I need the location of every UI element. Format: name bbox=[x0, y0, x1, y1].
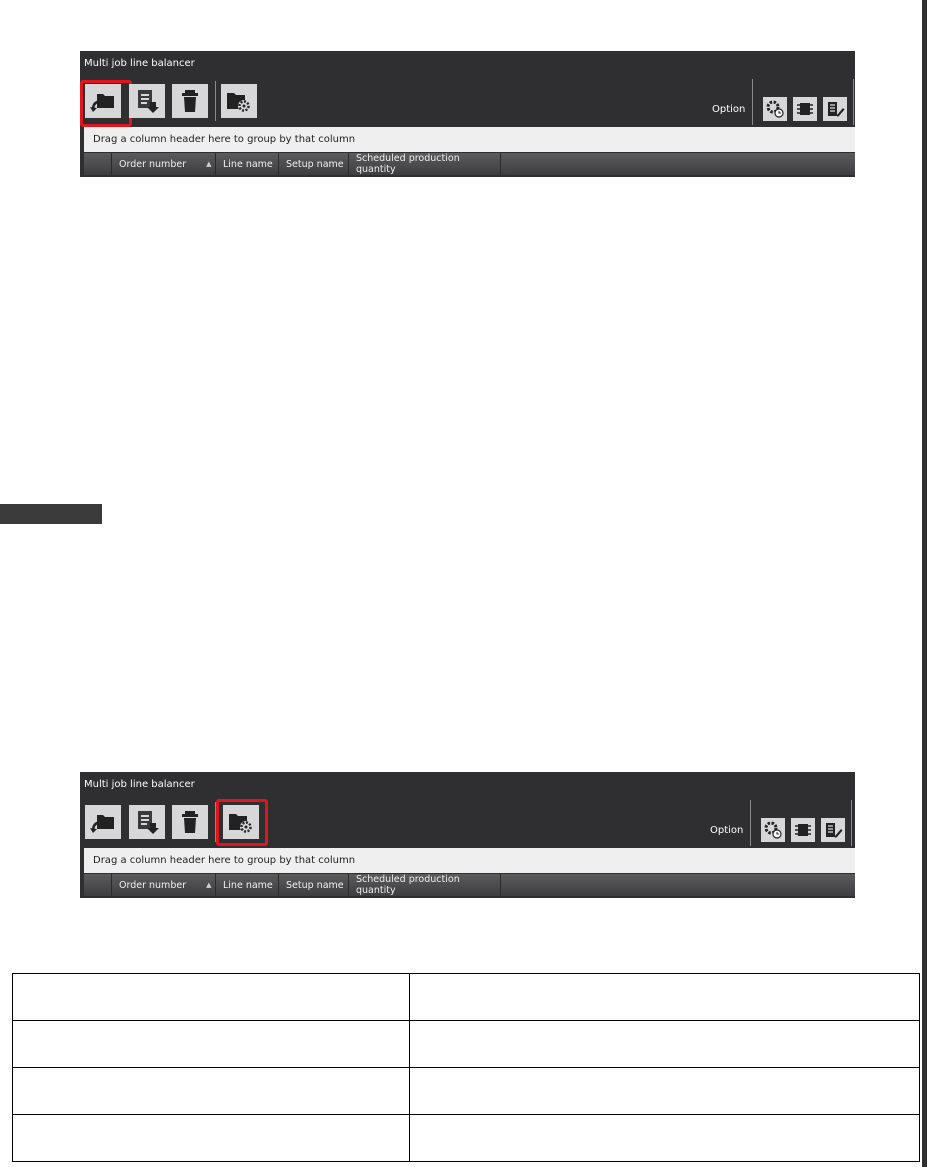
chip-button[interactable] bbox=[793, 97, 817, 121]
column-label: Scheduled production quantity bbox=[356, 874, 460, 896]
column-label: Line name bbox=[223, 879, 273, 891]
app-window-1 bbox=[80, 51, 855, 177]
open-file-button[interactable] bbox=[85, 805, 121, 839]
option-separator bbox=[750, 800, 751, 846]
table-cell bbox=[410, 974, 920, 1021]
list-download-icon bbox=[133, 87, 161, 115]
export-button[interactable] bbox=[129, 805, 165, 839]
table-cell bbox=[410, 1021, 920, 1068]
list-edit-icon bbox=[825, 99, 845, 119]
delete-button[interactable] bbox=[172, 84, 208, 118]
table-cell bbox=[410, 1068, 920, 1115]
sort-arrow-icon: ▲ bbox=[206, 881, 212, 889]
chip-button[interactable] bbox=[791, 818, 815, 842]
option-label: Option bbox=[712, 104, 746, 115]
window-title: Multi job line balancer bbox=[84, 58, 195, 69]
settings-folder-button[interactable] bbox=[221, 84, 257, 118]
column-header-line-name[interactable] bbox=[216, 153, 279, 175]
gear-clock-button[interactable] bbox=[763, 97, 787, 121]
description-table bbox=[12, 973, 920, 1162]
gear-clock-icon bbox=[763, 820, 783, 840]
group-by-bar[interactable]: Drag a column header here to group by that column bbox=[84, 127, 855, 152]
list-edit-button[interactable] bbox=[823, 97, 847, 121]
column-label: Scheduled production quantity bbox=[356, 153, 460, 175]
table-cell bbox=[13, 1115, 410, 1162]
column-header-setup-name[interactable] bbox=[279, 874, 349, 896]
gear-clock-icon bbox=[765, 99, 785, 119]
table-cell bbox=[13, 1021, 410, 1068]
column-label: Setup name bbox=[286, 879, 344, 891]
column-header-order-number[interactable] bbox=[112, 153, 216, 175]
option-label: Option bbox=[710, 825, 744, 836]
window-title: Multi job line balancer bbox=[84, 779, 195, 790]
group-by-bar[interactable]: Drag a column header here to group by that column bbox=[84, 848, 855, 873]
section-bar bbox=[0, 504, 102, 524]
trash-icon bbox=[177, 87, 203, 115]
chip-icon bbox=[793, 820, 813, 840]
column-header-indicator bbox=[84, 874, 112, 896]
column-header-row bbox=[84, 874, 855, 896]
column-header-setup-name[interactable] bbox=[279, 153, 349, 175]
gear-clock-button[interactable] bbox=[761, 818, 785, 842]
highlight-open-file bbox=[80, 80, 132, 127]
folder-open-arrow-icon bbox=[89, 809, 117, 835]
list-edit-button[interactable] bbox=[821, 818, 845, 842]
column-header-row bbox=[84, 153, 855, 175]
toolbar-separator bbox=[215, 81, 216, 121]
column-header-scheduled-quantity[interactable] bbox=[349, 874, 501, 896]
export-button[interactable] bbox=[129, 84, 165, 118]
delete-button[interactable] bbox=[172, 805, 208, 839]
table-row bbox=[13, 974, 920, 1021]
column-header-scheduled-quantity[interactable] bbox=[349, 153, 501, 175]
table-cell bbox=[13, 1068, 410, 1115]
table-row bbox=[13, 1115, 920, 1162]
column-header-line-name[interactable] bbox=[216, 874, 279, 896]
table-row bbox=[13, 1068, 920, 1115]
column-label: Order number bbox=[119, 158, 187, 170]
table-cell bbox=[410, 1115, 920, 1162]
right-separator bbox=[853, 79, 854, 125]
column-header-indicator bbox=[84, 153, 112, 175]
right-separator bbox=[851, 800, 852, 846]
trash-icon bbox=[177, 808, 203, 836]
folder-gear-icon bbox=[224, 87, 254, 115]
table-row bbox=[13, 1021, 920, 1068]
chip-icon bbox=[795, 99, 815, 119]
highlight-settings-folder bbox=[216, 799, 268, 846]
column-label: Line name bbox=[223, 158, 273, 170]
option-separator bbox=[752, 79, 753, 125]
column-header-order-number[interactable] bbox=[112, 874, 216, 896]
page-margin-rule bbox=[922, 0, 927, 1167]
sort-arrow-icon: ▲ bbox=[206, 160, 212, 168]
column-label: Order number bbox=[119, 879, 187, 891]
app-window-2 bbox=[80, 772, 855, 898]
column-label: Setup name bbox=[286, 158, 344, 170]
list-edit-icon bbox=[823, 820, 843, 840]
list-download-icon bbox=[133, 808, 161, 836]
table-cell bbox=[13, 974, 410, 1021]
